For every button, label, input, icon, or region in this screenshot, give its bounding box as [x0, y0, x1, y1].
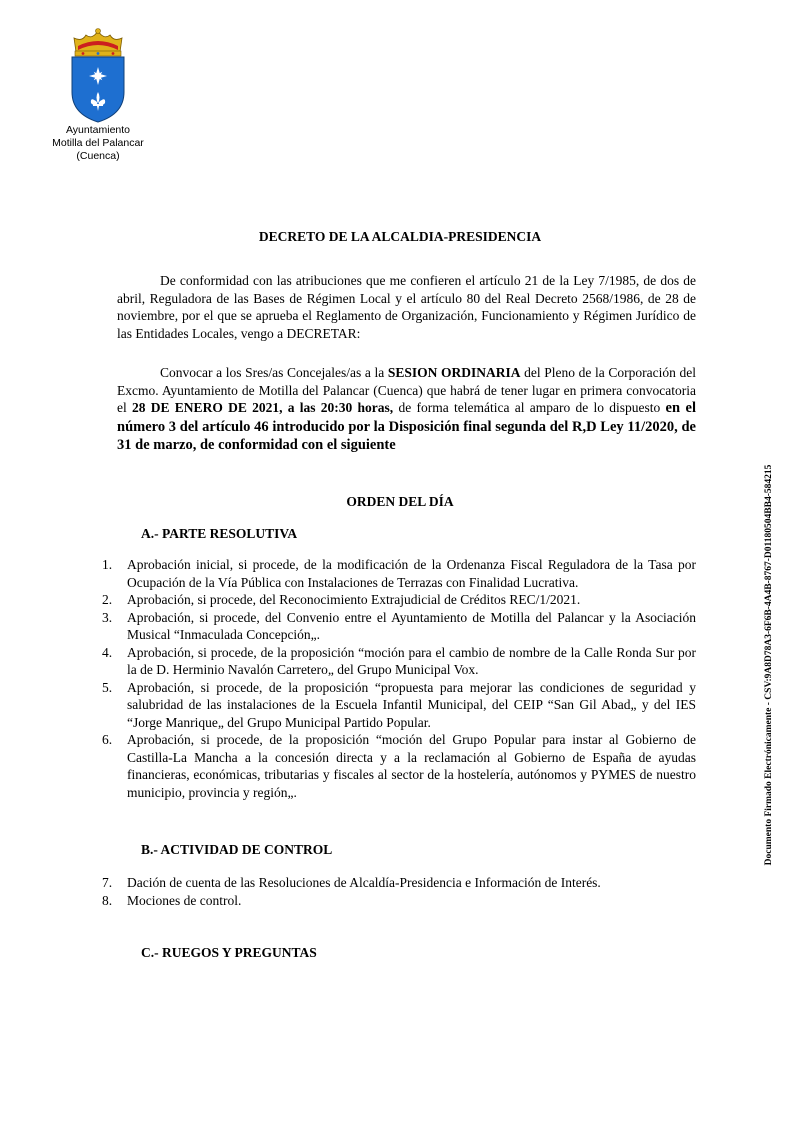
coat-of-arms-icon: [68, 26, 128, 124]
section-b-heading: B.- ACTIVIDAD DE CONTROL: [141, 842, 333, 857]
agenda-item: 6. Aprobación, si procede, de la proposición “moción del Grupo Popular para instar al Gobierno de Castilla-La Mancha a la concesión directa y a la reclamación al Gobierno de España de ayudas financieras, económicas, tributarias y fiscales al sector de la hostelería, autónomos y PYMES de nuestro municipio, provincia y región„.: [102, 732, 696, 800]
section-c-heading: C.- RUEGOS Y PREGUNTAS: [141, 945, 317, 960]
session-datetime: 28 DE ENERO DE 2021, a las 20:30 horas,: [132, 400, 394, 415]
section-b-list: [102, 874, 696, 909]
agenda-item: 8. Mociones de control.: [102, 892, 242, 908]
agenda-item: 5. Aprobación, si procede, de la proposición “propuesta para mejorar las condiciones de seguridad y salubridad de las instalaciones de la Escuela Infantil Municipal, del CEIP “San Gil Abad„ y del IES “Jorge Manrique„ del Grupo Municipal Partido Popular.: [102, 679, 696, 730]
convocation-text-2: del Pleno de la Corporación del Excmo. Ayuntamiento de Motilla del Palancar (Cuenca) que habrá de tener lugar en primera convocatoria el: [117, 365, 697, 415]
section-a-heading: A.- PARTE RESOLUTIVA: [141, 526, 298, 541]
agenda-item: 1. Aprobación inicial, si procede, de la modificación de la Ordenanza Fiscal Reguladora de la Tasa por Ocupación de la Vía Pública con Instalaciones de Terrazas con Finalidad Lucrativa.: [102, 557, 696, 590]
agenda-item: 4. Aprobación, si procede, de la proposición “moción para el cambio de nombre de la Calle Ronda Sur por la de D. Herminio Navalón Carretero„ del Grupo Municipal Vox.: [102, 644, 696, 677]
agenda-heading: ORDEN DEL DÍA: [346, 494, 454, 509]
intro-paragraph: De conformidad con las atribuciones que me confieren el artículo 21 de la Ley 7/1985, de dos de abril, Reguladora de las Bases de Régimen Local y el artículo 80 del Real Decreto 2568/1986, de 28 de noviembre, por el que se aprueba el Reglamento de Organización, Funcionamiento y Régimen Jurídico de las Entidades Locales, vengo a DECRETAR:: [117, 273, 696, 341]
section-a-list: [102, 556, 696, 801]
convocation-text-3: de forma telemática al amparo de lo dispuesto: [393, 400, 666, 415]
agenda-item: 3. Aprobación, si procede, del Convenio entre el Ayuntamiento de Motilla del Palancar y la Asociación Musical “Inmaculada Concepción„.: [102, 609, 696, 642]
session-type: SESION ORDINARIA: [387, 365, 521, 380]
electronic-signature-stamp: [761, 0, 777, 1131]
org-line-1: Ayuntamiento: [65, 124, 130, 136]
legal-basis: en el número 3 del artículo 46 introducido por la Disposición final segunda del R,D Ley 11/2020, de 31 de marzo, de conformidad con el siguiente: [117, 400, 696, 453]
convocation-text-1: Convocar a los Sres/as Concejales/as a la: [160, 365, 388, 380]
agenda-item: 7. Dación de cuenta de las Resoluciones de Alcaldía-Presidencia e Información de Interés.: [102, 875, 601, 890]
organization-name: [38, 124, 158, 163]
convocation-paragraph: [117, 364, 696, 455]
org-line-3: (Cuenca): [76, 150, 120, 162]
document-title: DECRETO DE LA ALCALDIA-PRESIDENCIA: [258, 229, 542, 244]
org-line-2: Motilla del Palancar: [52, 137, 144, 149]
signature-stamp-text: Documento Firmado Electrónicamente - CSV:9A8D78A3-6F6B-4A4B-8767-D01180504BB4-584215: [764, 464, 774, 866]
agenda-item: 2. Aprobación, si procede, del Reconocimiento Extrajudicial de Créditos REC/1/2021.: [102, 592, 581, 607]
